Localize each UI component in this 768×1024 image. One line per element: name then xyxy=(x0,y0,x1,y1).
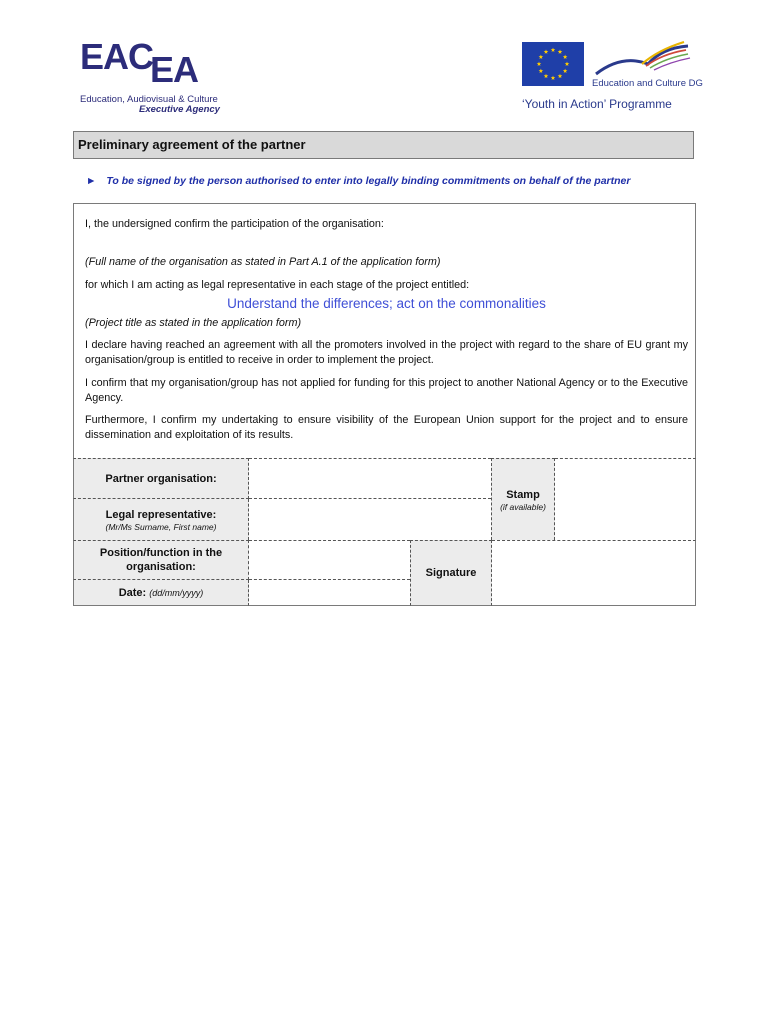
stamp-field[interactable] xyxy=(555,458,696,540)
partner-organisation-label xyxy=(73,458,249,499)
representative-line: for which I am acting as legal representative in each stage of the project entitled: xyxy=(85,279,470,291)
signature-label xyxy=(410,540,492,606)
position-label xyxy=(73,540,249,580)
position-label-line1: Position/function in the xyxy=(99,547,223,559)
signature-field[interactable] xyxy=(492,540,696,606)
partner-organisation-label-text: Partner organisation: xyxy=(105,472,217,485)
section-title: Preliminary agreement of the partner xyxy=(73,131,694,159)
partner-signature-form xyxy=(73,458,696,606)
triangle-right-icon: ► xyxy=(86,175,97,187)
agreement-statement: I declare having reached an agreement with all the promoters involved in the project with regard to the share of EU grant my organisation/group is entitled to receive in order to implement the project. xyxy=(85,339,688,366)
signing-note xyxy=(86,175,630,187)
position-field[interactable] xyxy=(249,540,410,580)
stamp-label xyxy=(491,458,555,540)
eu-programme-logo xyxy=(520,38,703,116)
legal-representative-field[interactable] xyxy=(249,499,491,540)
declaration-intro: I, the undersigned confirm the participation of the organisation: xyxy=(85,218,384,230)
date-field[interactable] xyxy=(249,580,410,606)
eacea-logo-subtitle-line1: Education, Audiovisual & Culture xyxy=(80,94,218,105)
date-label-word: Date: xyxy=(118,586,147,599)
youth-in-action-programme-text: ‘Youth in Action’ Programme xyxy=(522,97,672,111)
legal-representative-hint: (Mr/Ms Surname, First name) xyxy=(105,521,217,532)
visibility-statement: Furthermore, I confirm my undertaking to ensure visibility of the European Union support for the project and to ensure dissemination and exploitation of its results. xyxy=(85,414,688,441)
position-label-line2: organisation: xyxy=(126,561,196,573)
signing-note-text: To be signed by the person authorised to enter into legally binding commitments on behalf of the partner xyxy=(106,175,631,187)
signature-label-text: Signature xyxy=(425,567,477,579)
stamp-hint: (if available) xyxy=(500,501,546,512)
eacea-logo-subtitle-line2: Executive Agency xyxy=(139,104,220,115)
funding-statement: I confirm that my organisation/group has not applied for funding for this project to another National Agency or to the Executive Agency. xyxy=(85,377,688,404)
eu-dg-text: Education and Culture DG xyxy=(592,78,703,89)
date-label xyxy=(73,580,249,606)
date-label-text xyxy=(119,586,204,600)
project-title: Understand the differences; act on the commonalities xyxy=(227,296,546,311)
declaration-box xyxy=(73,203,696,461)
date-format-hint: (dd/mm/yyyy) xyxy=(149,587,204,598)
eacea-logo: EAC EA Education, Audiovisual & Culture Executive Agency xyxy=(80,36,220,115)
legal-representative-label-text: Legal representative: xyxy=(105,508,217,521)
legal-representative-label xyxy=(73,499,249,540)
eu-flag-icon xyxy=(522,42,584,86)
organisation-name-hint: (Full name of the organisation as stated in Part A.1 of the application form) xyxy=(85,256,441,268)
stamp-label-text: Stamp xyxy=(506,488,540,501)
partner-organisation-field[interactable] xyxy=(249,458,491,499)
project-title-hint: (Project title as stated in the application form) xyxy=(85,317,302,329)
youth-in-action-bird-icon xyxy=(592,40,692,80)
